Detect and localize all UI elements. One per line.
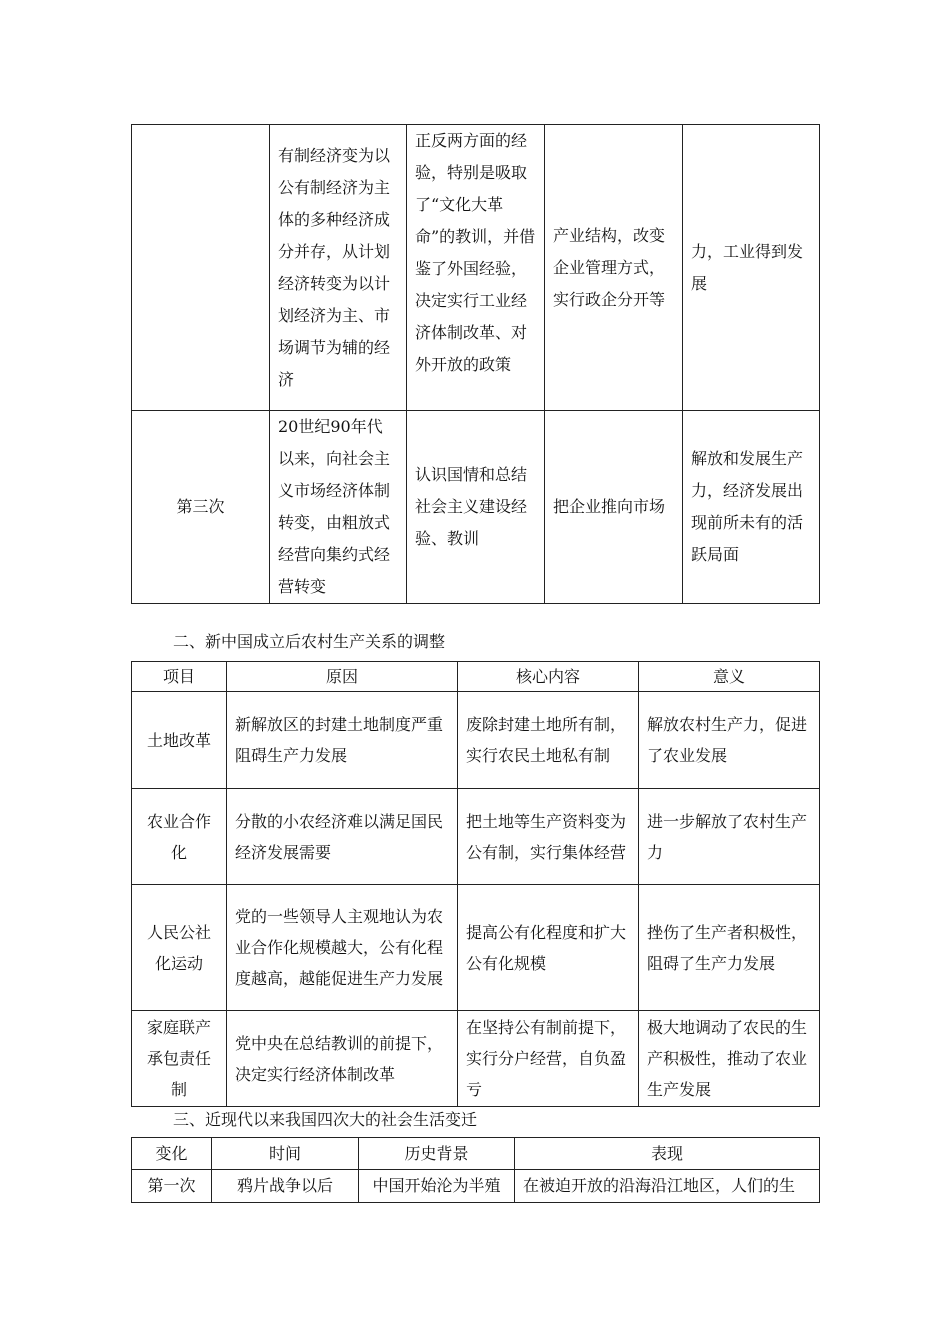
table-cell: 极大地调动了农民的生产积极性，推动了农业生产发展: [639, 1011, 820, 1107]
table-cell: 人民公社化运动: [132, 885, 227, 1011]
table-cell: 挫伤了生产者积极性，阻碍了生产力发展: [639, 885, 820, 1011]
table-row: [132, 692, 820, 789]
column-header: 变化: [132, 1138, 212, 1170]
table-cell: 解放和发展生产力，经济发展出现前所未有的活跃局面: [683, 411, 820, 604]
table-cell: 把土地等生产资料变为公有制，实行集体经营: [458, 789, 639, 885]
column-header: 项目: [132, 662, 227, 692]
table-cell: 第三次: [132, 411, 270, 604]
rural-production-table: [131, 661, 820, 1107]
table-cell: [132, 125, 270, 411]
table-cell: 正反两方面的经验，特别是吸取了“文化大革命”的教训，并借鉴了外国经验，决定实行工业经济体制改革、对外开放的政策: [407, 125, 545, 411]
table-cell: 在被迫开放的沿海沿江地区，人们的生: [515, 1170, 820, 1203]
table-cell: 党中央在总结教训的前提下，决定实行经济体制改革: [227, 1011, 458, 1107]
table-row: [132, 789, 820, 885]
table-header-row: [132, 662, 820, 692]
column-header: 意义: [639, 662, 820, 692]
table-cell: 力，工业得到发展: [683, 125, 820, 411]
table-row: [132, 1011, 820, 1107]
table-cell: 家庭联产承包责任制: [132, 1011, 227, 1107]
column-header: 原因: [227, 662, 458, 692]
column-header: 时间: [212, 1138, 359, 1170]
table-cell: 新解放区的封建土地制度严重阻碍生产力发展: [227, 692, 458, 789]
column-header: 核心内容: [458, 662, 639, 692]
table-cell: 第一次: [132, 1170, 212, 1203]
table-row: [132, 411, 820, 604]
table-cell: 有制经济变为以公有制经济为主体的多种经济成分并存，从计划经济转变为以计划经济为主、市场调节为辅的经济: [270, 125, 407, 411]
table-cell: 废除封建土地所有制，实行农民土地私有制: [458, 692, 639, 789]
table-cell: 在坚持公有制前提下，实行分户经营，自负盈亏: [458, 1011, 639, 1107]
table-cell: 提高公有化程度和扩大公有化规模: [458, 885, 639, 1011]
table-cell: 党的一些领导人主观地认为农业合作化规模越大，公有化程度越高，越能促进生产力发展: [227, 885, 458, 1011]
table-cell: 认识国情和总结社会主义建设经验、教训: [407, 411, 545, 604]
table-cell: 土地改革: [132, 692, 227, 789]
column-header: 表现: [515, 1138, 820, 1170]
table-cell: 20世纪90年代以来，向社会主义市场经济体制转变，由粗放式经营向集约式经营转变: [270, 411, 407, 604]
column-header: 历史背景: [359, 1138, 515, 1170]
economic-reform-table: [131, 124, 820, 604]
table-cell: 解放农村生产力，促进了农业发展: [639, 692, 820, 789]
table-row: [132, 885, 820, 1011]
table-cell: 中国开始沦为半殖: [359, 1170, 515, 1203]
table-cell: 鸦片战争以后: [212, 1170, 359, 1203]
table-cell: 把企业推向市场: [545, 411, 683, 604]
table-cell: 农业合作化: [132, 789, 227, 885]
table-cell: 分散的小农经济难以满足国民经济发展需要: [227, 789, 458, 885]
table-header-row: [132, 1138, 820, 1170]
section-heading: 三、近现代以来我国四次大的社会生活变迁: [173, 1110, 478, 1129]
table-cell: 产业结构，改变企业管理方式，实行政企分开等: [545, 125, 683, 411]
table-row: [132, 1170, 820, 1203]
social-life-change-table: [131, 1137, 820, 1203]
section-heading: 二、新中国成立后农村生产关系的调整: [173, 632, 446, 651]
table-row: [132, 125, 820, 411]
table-cell: 进一步解放了农村生产力: [639, 789, 820, 885]
